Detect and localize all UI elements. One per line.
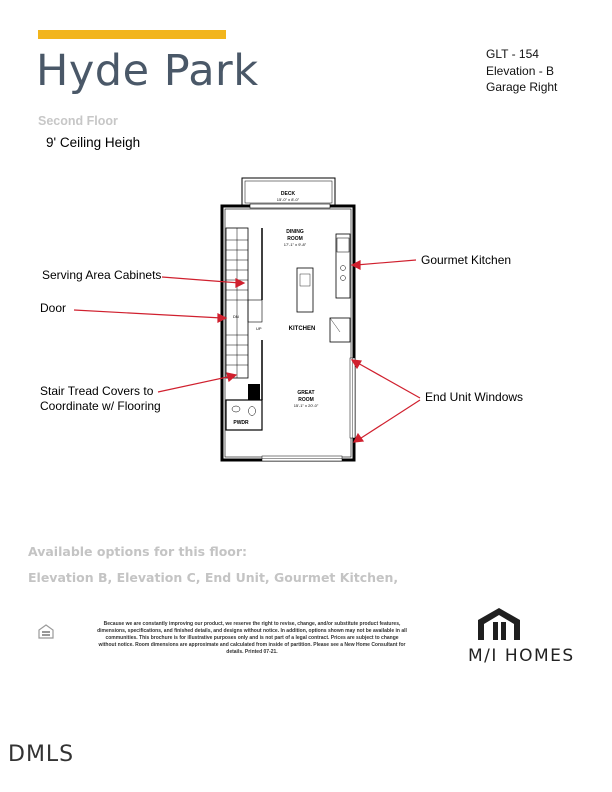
- callout-serving-area: Serving Area Cabinets: [42, 268, 162, 282]
- watermark: DMLS: [8, 742, 75, 767]
- brand-logo-icon: [476, 606, 522, 645]
- ceiling-height-note: 9' Ceiling Heigh: [46, 135, 141, 150]
- callout-door: Door: [40, 301, 67, 315]
- elevation-label: Elevation - B: [486, 63, 555, 78]
- dining-size: 17'-1" x 9'-8": [283, 242, 307, 247]
- dining-label-2: ROOM: [287, 236, 303, 242]
- callout-end-unit-windows: End Unit Windows: [425, 390, 524, 404]
- deck-label: DECK: [280, 191, 296, 197]
- callout-arrows: [74, 260, 420, 442]
- brand-name: M/I HOMES: [468, 646, 575, 666]
- great-room-size: 15'-1" x 20'-0": [293, 403, 319, 408]
- kitchen-label: KITCHEN: [288, 326, 316, 332]
- callout-stair-tread-1: Stair Tread Covers to: [40, 384, 154, 398]
- options-heading: Available options for this floor:: [28, 544, 248, 559]
- page-title: Hyde Park: [36, 46, 259, 96]
- lot-number: GLT - 154: [486, 47, 539, 61]
- deck-size: 15'-0" x 8'-0": [276, 197, 300, 202]
- great-room-label-2: ROOM: [298, 397, 314, 403]
- equal-housing-opportunity-icon: [38, 624, 54, 647]
- kitchen-counter: [336, 234, 350, 298]
- great-room-label-1: GREAT: [297, 390, 315, 396]
- floor-label: Second Floor: [38, 114, 118, 128]
- kitchen-island: [297, 268, 313, 312]
- garage-label: Garage Right: [486, 80, 558, 94]
- callout-gourmet-kitchen: Gourmet Kitchen: [421, 253, 512, 267]
- legal-disclaimer: Because we are constantly improving our product, we reserve the right to revise, change, and/or substitute product features, dimensions, specifications, and finished details, and designs without notice. In addition, options shown may not be available in all communities. This brochure is for illustrative purposes only and is not part of a legal contract. Prices are subject to change without notice. Room dimensions are approximate and calculated from inside of partition. Please see a New Home Consultant for details. Printed 07-21.: [97, 621, 407, 655]
- powder-label: PWDR: [233, 420, 249, 426]
- callout-stair-tread-2: Coordinate w/ Flooring: [40, 399, 161, 413]
- dining-label-1: DINING: [286, 229, 304, 235]
- options-list: Elevation B, Elevation C, End Unit, Gourmet Kitchen,: [28, 570, 399, 585]
- stair-up-mark: UP: [256, 326, 262, 331]
- stair-down-mark: DN: [233, 314, 239, 319]
